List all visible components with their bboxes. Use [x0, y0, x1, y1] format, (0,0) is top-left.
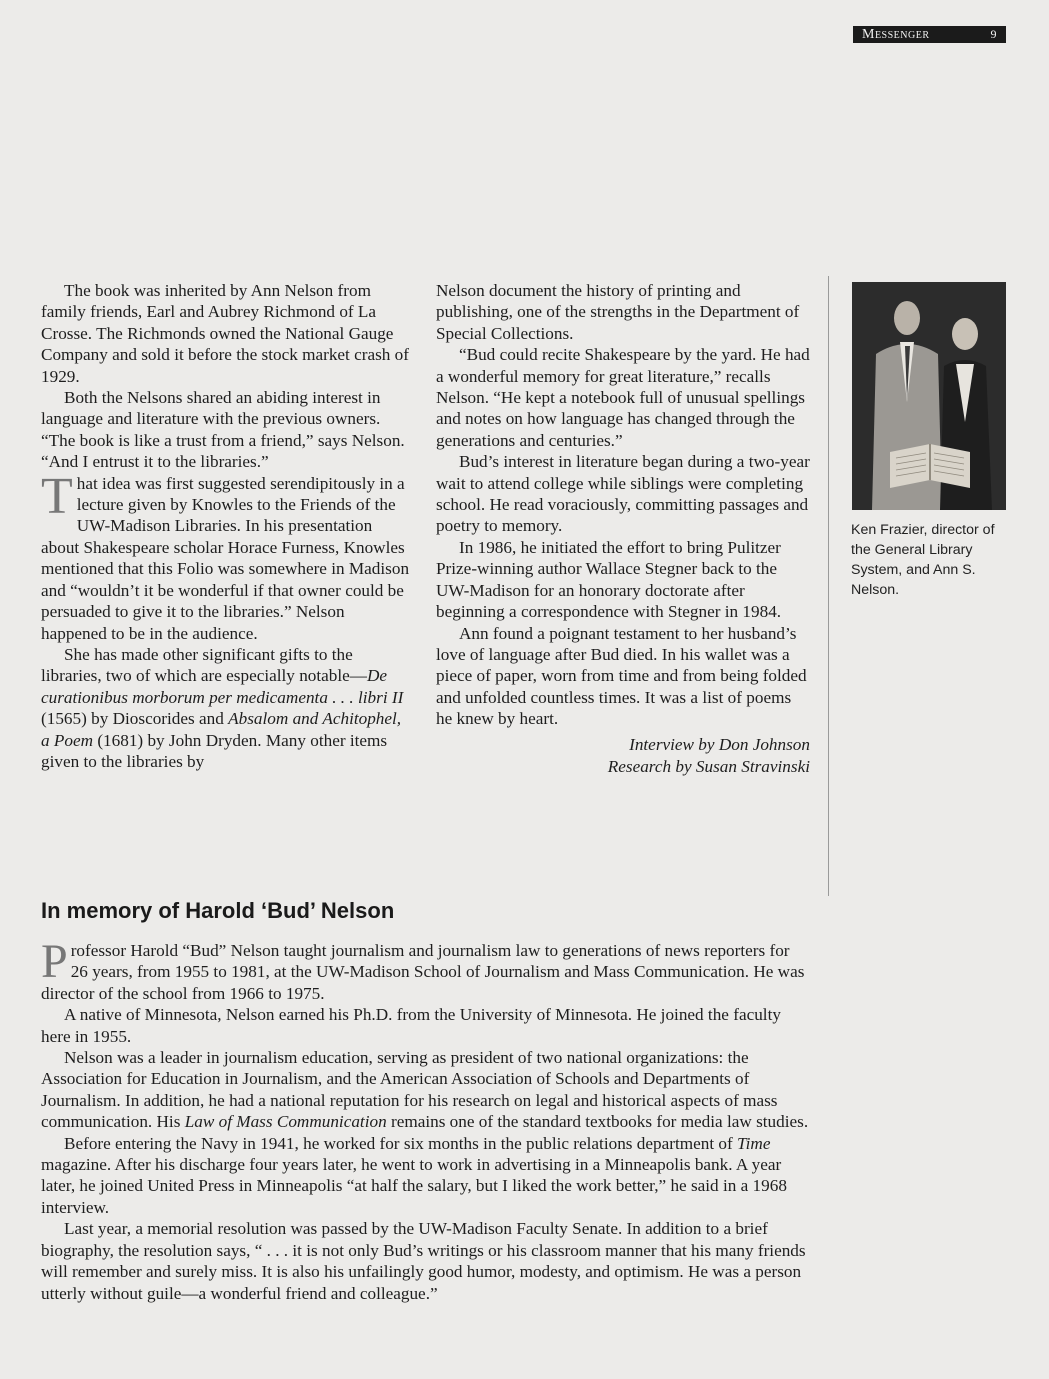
- paragraph: “Bud could recite Shakespeare by the yard. He had a wonderful memory for great literature,” recalls Nelson. “He kept a notebook full of unusual spellings and notes on how language has changed through the generations and centuries.”: [436, 345, 810, 450]
- research-credit: Research by Susan Stravinski: [607, 756, 810, 776]
- paragraph: Bud’s interest in literature began during a two-year wait to attend college while siblings were completing school. He read voraciously, committing passages and poetry to memory.: [436, 452, 810, 536]
- page-number: 9: [990, 27, 997, 41]
- running-header: [853, 26, 1006, 43]
- article-credits: [436, 734, 810, 778]
- paragraph: [41, 1047, 811, 1133]
- paragraph: In 1986, he initiated the effort to bring Pulitzer Prize-winning author Wallace Stegner back to the UW-Madison for an honorary doctorate after beginning a correspondence with Stegner in 1984.: [436, 537, 782, 622]
- drop-cap: T: [41, 467, 73, 525]
- text-run: (1565) by Dioscorides and: [41, 709, 229, 729]
- memorial-article: [41, 935, 811, 1304]
- paragraph: Both the Nelsons shared an abiding interest in language and literature with the previous owners. “The book is like a trust from a friend,” says Nelson. “And I entrust it to the libraries.”: [41, 388, 405, 472]
- column-divider: [828, 276, 829, 896]
- publication-name: Messenger: [862, 26, 930, 42]
- paragraph: The book was inherited by Ann Nelson from family friends, Earl and Aubrey Richmond of La Crosse. The Richmonds owned the National Gauge Company and sold it before the stock market crash of 1929.: [41, 281, 409, 386]
- text-run: Before entering the Navy in 1941, he worked for six months in the public relations department of: [64, 1133, 738, 1153]
- paragraph: Last year, a memorial resolution was passed by the UW-Madison Faculty Senate. In addition to a brief biography, the resolution says, “ . . . it is not only Bud’s writings or his classroom manner that his many friends will remember and surely miss. It is also his unfailingly good humor, modesty, and optimism. He was a person utterly without guile—a wonderful friend and colleague.”: [41, 1219, 806, 1303]
- text-run: remains one of the standard textbooks for media law studies.: [386, 1112, 809, 1132]
- book-title: Absalom and Achitophel, a Poem: [41, 709, 402, 750]
- text-run: She has made other significant gifts to the libraries, two of which are especially notable—: [41, 644, 367, 686]
- memorial-heading: In memory of Harold ‘Bud’ Nelson: [41, 898, 395, 923]
- text-run: magazine. After his discharge four years later, he went to work in advertising in a Minneapolis bank. A year later, he joined United Press in Minneapolis “at half the salary, but I liked the work better,” he said in a 1968 interview.: [41, 1155, 787, 1217]
- interview-credit: Interview by Don Johnson: [629, 734, 810, 754]
- paragraph-text: rofessor Harold “Bud” Nelson taught journalism and journalism law to generations of news reporters for 26 years, from 1955 to 1981, at the UW-Madison School of Journalism and Mass Communication. He was director of the school from 1966 to 1975.: [41, 941, 805, 1003]
- photo-illustration: [852, 282, 1006, 510]
- book-title: De curationibus morborum per medicamenta . . . libri II: [41, 666, 404, 707]
- paragraph: Ann found a poignant testament to her husband’s love of language after Bud died. In his wallet was a piece of paper, worn from time and from being folded and unfolded countless times. It was a list of poems he knew by heart.: [436, 623, 807, 729]
- paragraph: Nelson document the history of printing and publishing, one of the strengths in the Department of Special Collections.: [436, 281, 800, 343]
- photo-caption: Ken Frazier, director of the General Library System, and Ann S. Nelson.: [851, 522, 995, 598]
- text-run: Nelson was a leader in journalism education, serving as president of two national organizations: the Association for Education in Journalism, and the American Association of Schools and Departments of Journalism. In addition, he had a national reputation for his research on legal and historical aspects of mass communication. His: [41, 1048, 778, 1132]
- magazine-title: Time: [737, 1133, 771, 1153]
- paragraph-dropcap: [41, 935, 811, 1004]
- text-run: (1681) by John Dryden. Many other items given to the libraries by: [41, 730, 388, 771]
- paragraph: A native of Minnesota, Nelson earned his Ph.D. from the University of Minnesota. He joined the faculty here in 1955.: [41, 1005, 781, 1046]
- drop-cap: P: [41, 935, 68, 988]
- portrait-photo: [852, 282, 1006, 510]
- book-title: Law of Mass Communication: [184, 1112, 387, 1132]
- middle-column: [436, 280, 810, 778]
- paragraph-text: hat idea was first suggested serendipitously in a lecture given by Knowles to the Friends of the UW-Madison Libraries. In his presentation about Shakespeare scholar Horace Furness, Knowles mentioned that this Folio was somewhere in Madison and “wouldn’t it be wonderful if that owner could be persuaded to give it to the libraries.” Nelson happened to be in the audience.: [41, 473, 410, 643]
- paragraph: [41, 1133, 811, 1219]
- paragraph-dropcap: [41, 467, 413, 644]
- left-column: [41, 280, 413, 772]
- paragraph: [41, 644, 413, 772]
